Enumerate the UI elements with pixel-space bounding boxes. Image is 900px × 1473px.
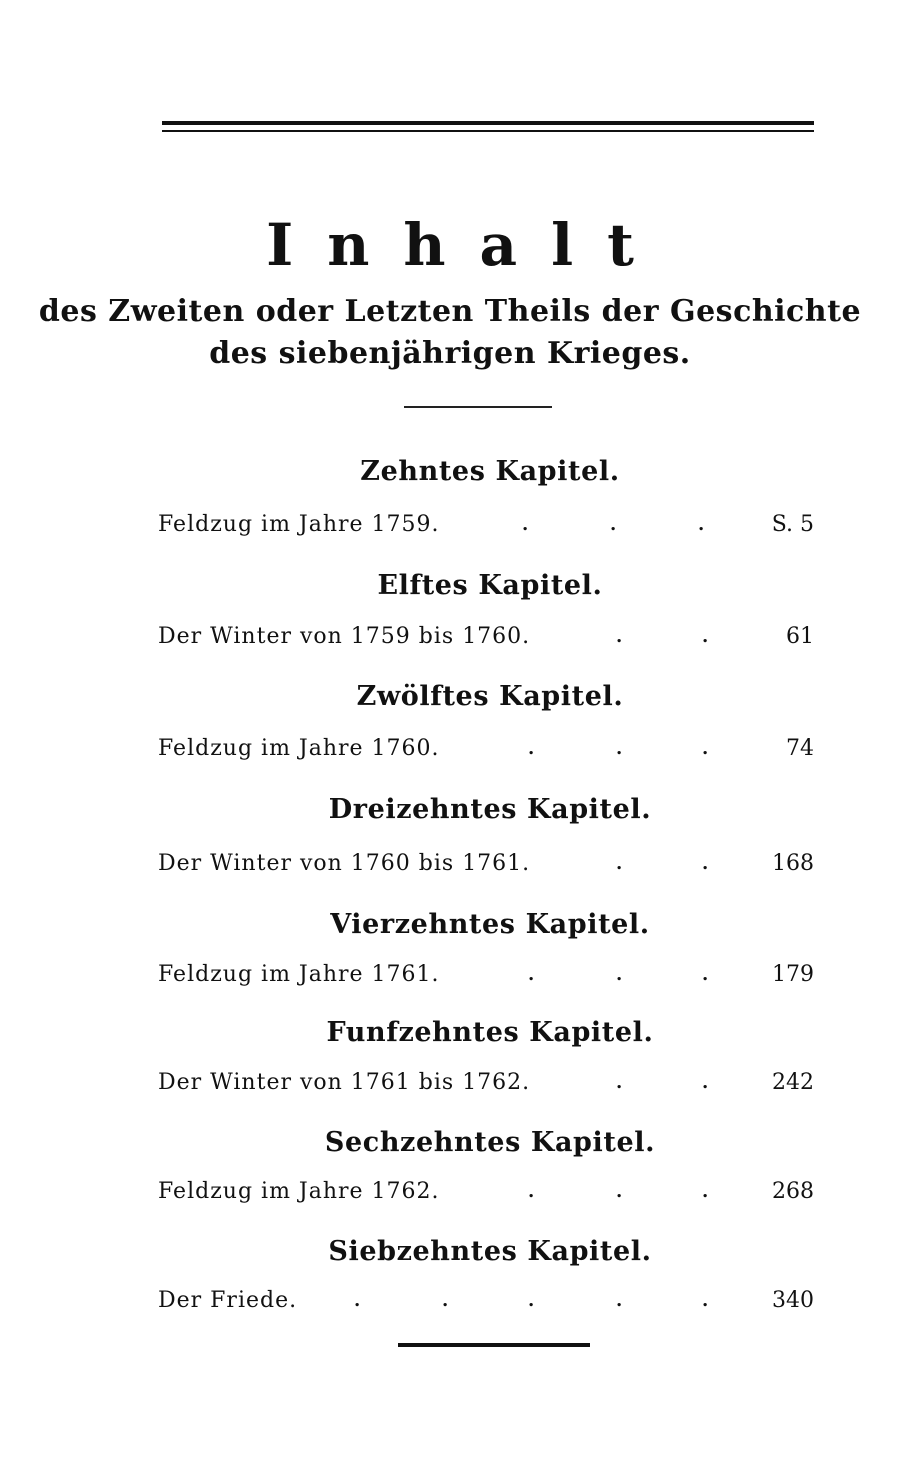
entry-page-number: 61	[786, 624, 814, 649]
bottom-rule	[398, 1343, 590, 1347]
entry-title: Feldzug im Jahre 1759.	[158, 512, 440, 537]
leader-mark: .	[702, 964, 709, 985]
entry-page-number: 340	[772, 1288, 814, 1313]
toc-entry	[158, 1065, 814, 1101]
entry-title: Der Winter von 1759 bis 1760.	[158, 624, 531, 649]
entry-title: Der Friede.	[158, 1288, 298, 1313]
leader-mark: .	[616, 964, 623, 985]
chapter-heading: Vierzehntes Kapitel.	[330, 909, 650, 940]
toc-entry	[158, 846, 814, 882]
chapter-heading: Zwölftes Kapitel.	[356, 681, 624, 712]
entry-page-number: 268	[772, 1179, 814, 1204]
chapter-heading: Zehntes Kapitel.	[360, 456, 620, 487]
entry-page-number: 179	[772, 962, 814, 987]
entry-title: Feldzug im Jahre 1762.	[158, 1179, 440, 1204]
leader-mark: .	[616, 1181, 623, 1202]
leader-mark: .	[698, 514, 705, 535]
leader-mark: .	[528, 738, 535, 759]
leader-mark: .	[616, 626, 623, 647]
entry-page-number: 74	[786, 736, 814, 761]
entry-page-number: S. 5	[771, 512, 814, 537]
entry-title: Feldzug im Jahre 1760.	[158, 736, 440, 761]
leader-mark: .	[528, 964, 535, 985]
leader-mark: .	[702, 1072, 709, 1093]
chapter-heading: Sechzehntes Kapitel.	[324, 1127, 656, 1158]
entry-title: Der Winter von 1761 bis 1762.	[158, 1070, 531, 1095]
leader-mark: .	[702, 853, 709, 874]
entry-title: Der Winter von 1760 bis 1761.	[158, 851, 531, 876]
entry-page-number: 242	[772, 1070, 814, 1095]
entry-title: Feldzug im Jahre 1761.	[158, 962, 440, 987]
leader-mark: .	[702, 738, 709, 759]
toc-entry	[158, 1283, 814, 1319]
toc-entry	[158, 619, 814, 655]
chapter-heading: Dreizehntes Kapitel.	[328, 794, 652, 825]
leader-mark: .	[616, 738, 623, 759]
toc-entry	[158, 957, 814, 993]
toc-entry	[158, 507, 814, 543]
leader-mark: .	[702, 1181, 709, 1202]
chapter-heading: Funfzehntes Kapitel.	[326, 1017, 654, 1048]
leader-mark: .	[522, 514, 529, 535]
leader-mark: .	[610, 514, 617, 535]
chapter-heading: Siebzehntes Kapitel.	[328, 1236, 652, 1267]
entry-page-number: 168	[772, 851, 814, 876]
leader-mark: .	[702, 626, 709, 647]
leader-mark: .	[616, 853, 623, 874]
top-double-rule-lower	[162, 130, 814, 132]
leader-mark: .	[702, 1290, 709, 1311]
title-divider	[404, 406, 552, 408]
leader-mark: .	[616, 1290, 623, 1311]
leader-mark: .	[354, 1290, 361, 1311]
leader-mark: .	[528, 1181, 535, 1202]
leader-mark: .	[442, 1290, 449, 1311]
leader-mark: .	[616, 1072, 623, 1093]
top-double-rule-upper	[162, 121, 814, 125]
subtitle-line-2: des siebenjährigen Krieges.	[209, 336, 691, 371]
toc-entry	[158, 731, 814, 767]
page-title: Inhalt	[266, 211, 668, 279]
leader-mark: .	[528, 1290, 535, 1311]
toc-entry	[158, 1174, 814, 1210]
subtitle-line-1: des Zweiten oder Letzten Theils der Geschichte	[38, 294, 862, 329]
chapter-heading: Elftes Kapitel.	[377, 570, 603, 601]
